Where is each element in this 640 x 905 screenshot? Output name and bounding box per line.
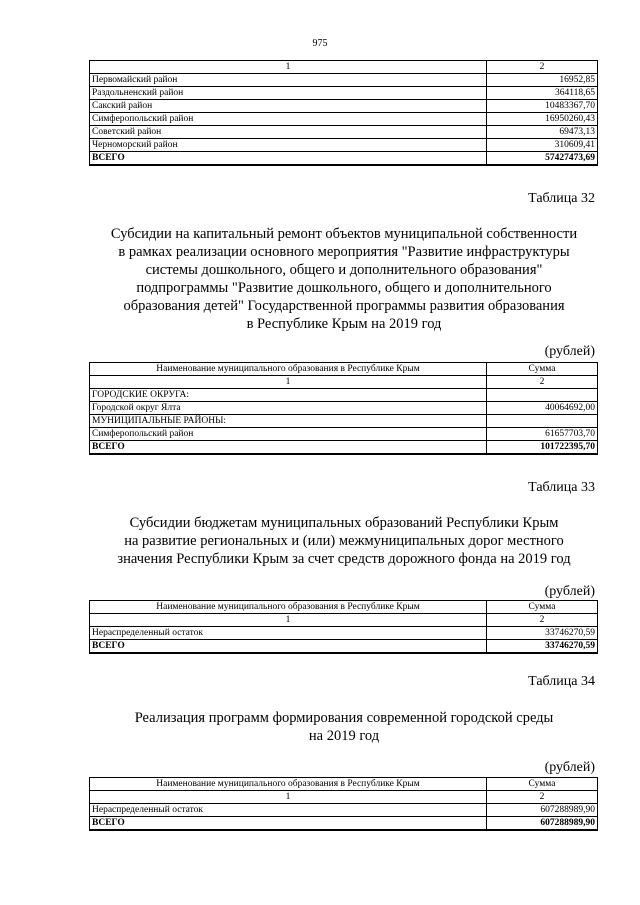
table-row [90,415,598,428]
title-line: значения Республики Крым за счет средств дорожного фонда на 2019 год [117,551,571,567]
table-row [90,113,598,126]
table-32 [89,362,598,455]
col-header-sum: Сумма [487,778,598,791]
total-value: 101722395,70 [487,441,598,455]
col-header-sum: Сумма [487,363,598,376]
table-34-title [60,709,628,745]
row-name: Сакский район [90,100,487,113]
col-number-2: 2 [487,61,598,74]
title-line: Субсидии бюджетам муниципальных образований Республики Крым [129,515,559,531]
col-number-2: 2 [487,376,598,389]
table-row [90,402,598,415]
title-line: Реализация программ формирования современной городской среды [134,710,554,726]
title-line: Субсидии на капитальный ремонт объектов муниципальной собственности [110,226,578,242]
total-label: ВСЕГО [90,152,487,166]
table-header-row [90,601,598,614]
table-row [90,389,598,402]
title-line: в рамках реализации основного мероприятия "Развитие инфраструктуры [118,244,570,260]
row-value: 607288989,90 [487,804,598,817]
table-row [90,139,598,152]
table-row [90,627,598,640]
table-col-numbers [90,614,598,627]
table-row [90,100,598,113]
table-col-numbers [90,376,598,389]
table-col-numbers [90,61,598,74]
table-32-unit: (рублей) [544,344,595,359]
row-value [487,415,598,428]
row-name: ГОРОДСКИЕ ОКРУГА: [90,389,487,402]
title-line: образования детей" Государственной программы развития образования [123,298,565,314]
total-label: ВСЕГО [90,441,487,455]
row-value [487,389,598,402]
row-value: 40064692,00 [487,402,598,415]
title-line: на развитие региональных и (или) межмуниципальных дорог местного [124,533,564,549]
col-number-1: 1 [90,376,487,389]
table-row [90,804,598,817]
table-total-row [90,152,598,166]
table-row [90,87,598,100]
title-line: подпрограммы "Развитие дошкольного, общего и дополнительного [136,280,552,296]
table-total-row [90,817,598,831]
row-value: 10483367,70 [487,100,598,113]
col-number-1: 1 [90,791,487,804]
row-name: Нераспределенный остаток [90,804,487,817]
total-value: 57427473,69 [487,152,598,166]
table-31-continuation [89,60,598,166]
row-value: 16950260,43 [487,113,598,126]
title-line: на 2019 год [308,728,380,744]
row-name: Нераспределенный остаток [90,627,487,640]
table-33-unit: (рублей) [544,584,595,599]
table-33-title [60,514,628,568]
row-name: Черноморский район [90,139,487,152]
row-value: 33746270,59 [487,627,598,640]
total-label: ВСЕГО [90,640,487,654]
table-34-unit: (рублей) [544,760,595,775]
row-name: Городской округ Ялта [90,402,487,415]
col-header-name: Наименование муниципального образования в Республике Крым [90,363,487,376]
col-header-name: Наименование муниципального образования в Республике Крым [90,778,487,791]
table-header-row [90,363,598,376]
total-value: 33746270,59 [487,640,598,654]
row-name: Симферопольский район [90,428,487,441]
col-number-2: 2 [487,791,598,804]
row-name: Советский район [90,126,487,139]
table-row [90,126,598,139]
col-header-name: Наименование муниципального образования в Республике Крым [90,601,487,614]
page-number: 975 [312,38,328,49]
total-label: ВСЕГО [90,817,487,831]
col-number-1: 1 [90,61,487,74]
table-col-numbers [90,791,598,804]
table-total-row [90,640,598,654]
col-header-sum: Сумма [487,601,598,614]
table-32-title [60,225,628,333]
table-34-caption: Таблица 34 [528,674,595,689]
table-33 [89,600,598,654]
table-33-caption: Таблица 33 [528,480,595,495]
row-value: 61657703,70 [487,428,598,441]
table-34 [89,777,598,831]
row-name: Симферопольский район [90,113,487,126]
table-row [90,428,598,441]
col-number-1: 1 [90,614,487,627]
total-value: 607288989,90 [487,817,598,831]
row-name: Первомайский район [90,74,487,87]
col-number-2: 2 [487,614,598,627]
title-line: в Республике Крым на 2019 год [246,316,442,332]
title-line: системы дошкольного, общего и дополнительного образования" [145,262,543,278]
table-total-row [90,441,598,455]
row-name: Раздольненский район [90,87,487,100]
table-32-caption: Таблица 32 [528,191,595,206]
row-value: 16952,85 [487,74,598,87]
row-value: 69473,13 [487,126,598,139]
row-value: 364118,65 [487,87,598,100]
row-name: МУНИЦИПАЛЬНЫЕ РАЙОНЫ: [90,415,487,428]
table-header-row [90,778,598,791]
row-value: 310609,41 [487,139,598,152]
table-row [90,74,598,87]
